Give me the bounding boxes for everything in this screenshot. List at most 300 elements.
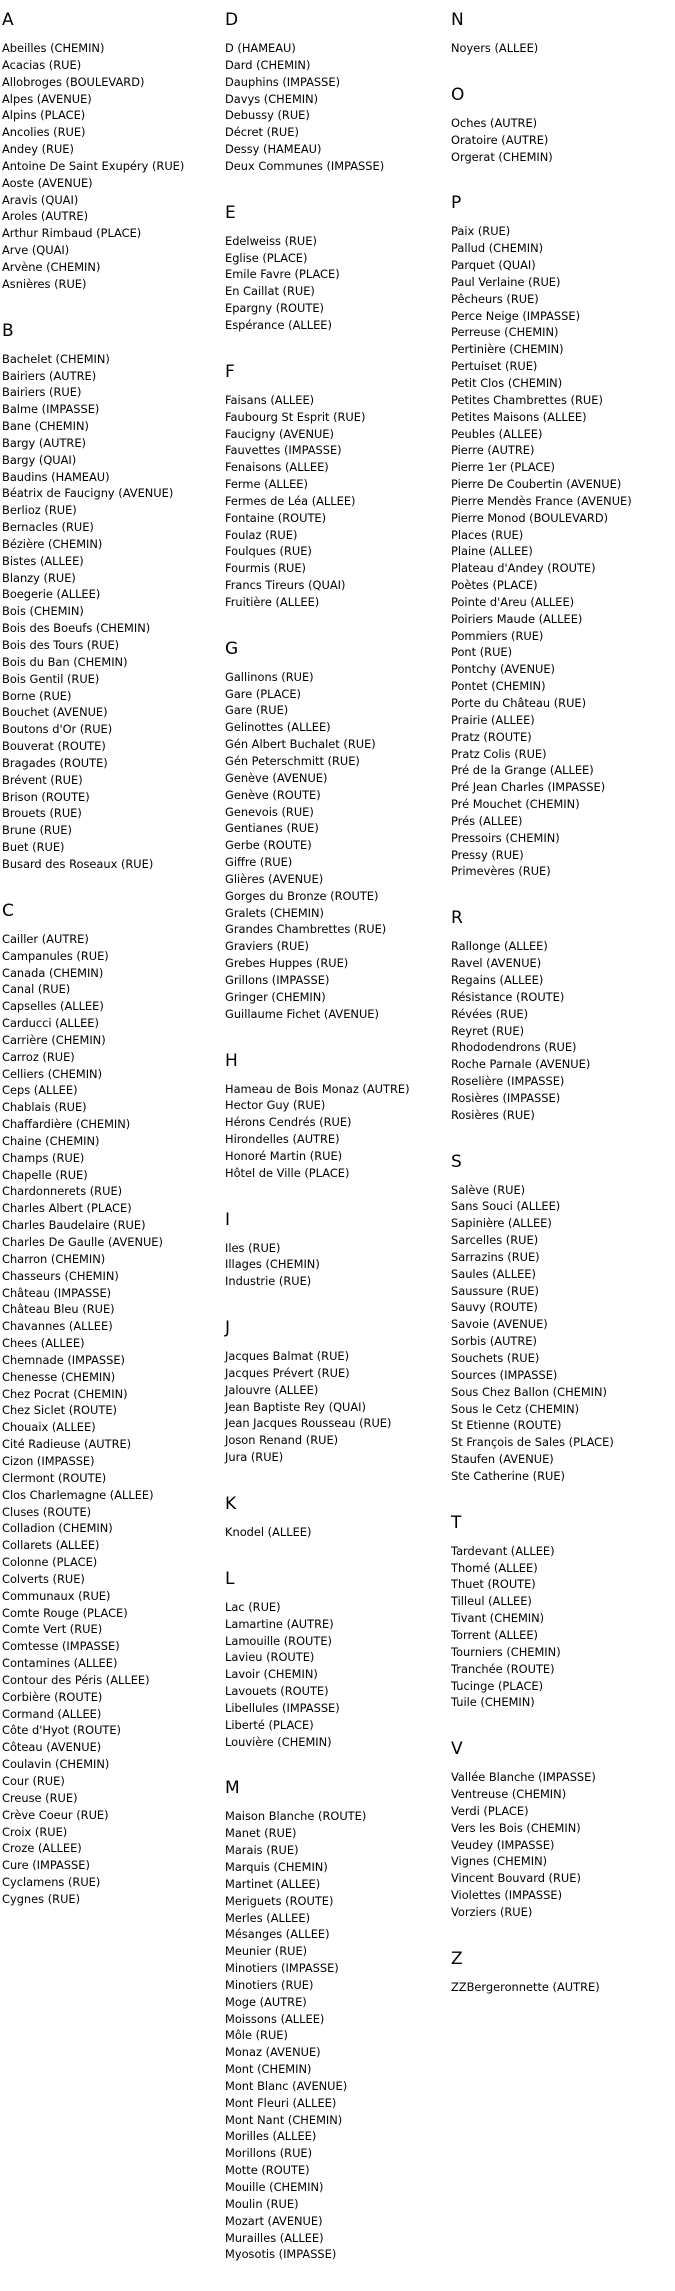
- street-name: Thomé (ALLEE): [451, 1560, 538, 1575]
- street-name: Ancolies (RUE): [2, 125, 86, 140]
- street-name: Genève (AVENUE): [225, 770, 328, 785]
- street-name: Moulin (RUE): [225, 2196, 299, 2211]
- street-name: Vallée Blanche (IMPASSE): [451, 1770, 596, 1785]
- street-name: Cluses (ROUTE): [2, 1504, 92, 1519]
- street-name: Grandes Chambrettes (RUE): [225, 922, 387, 937]
- street-name: Sous le Cetz (CHEMIN): [451, 1401, 580, 1416]
- street-name: Poètes (PLACE): [451, 578, 538, 593]
- street-name: Pont (RUE): [451, 645, 513, 660]
- street-name: Rosières (IMPASSE): [451, 1090, 561, 1105]
- street-name: Dard (CHEMIN): [225, 57, 311, 72]
- street-list: [225, 669, 440, 1023]
- street-name: Pierre (AUTRE): [451, 443, 535, 458]
- street-name: Monaz (AVENUE): [225, 2045, 321, 2060]
- street-name: Fenaisons (ALLEE): [225, 460, 329, 475]
- letter-heading: F: [225, 361, 235, 382]
- street-name: Ceps (ALLEE): [2, 1083, 78, 1098]
- street-name: Décret (RUE): [225, 125, 299, 140]
- street-name: Tuile (CHEMIN): [451, 1695, 535, 1710]
- street-name: Maison Blanche (ROUTE): [225, 1809, 367, 1824]
- street-list: [225, 1081, 440, 1182]
- street-name: Chaffardière (CHEMIN): [2, 1117, 131, 1132]
- street-name: Vignes (CHEMIN): [451, 1854, 548, 1869]
- letter-section: [225, 639, 440, 1051]
- street-list: [451, 938, 671, 1123]
- street-name: Aroles (AUTRE): [2, 209, 89, 224]
- street-name: Graviers (RUE): [225, 939, 309, 954]
- street-name: Cure (IMPASSE): [2, 1858, 90, 1873]
- street-name: Salève (RUE): [451, 1182, 526, 1197]
- street-name: Croix (RUE): [2, 1824, 68, 1839]
- street-name: Blanzy (RUE): [2, 570, 76, 585]
- street-name: Illages (CHEMIN): [225, 1257, 320, 1272]
- street-name: Minotiers (RUE): [225, 1977, 314, 1992]
- street-name: Bachelet (CHEMIN): [2, 351, 110, 366]
- street-name: Reyret (RUE): [451, 1023, 525, 1038]
- street-list: [451, 115, 671, 166]
- street-name: Grebes Huppes (RUE): [225, 956, 349, 971]
- street-name: Bois du Ban (CHEMIN): [2, 654, 128, 669]
- street-list: [225, 1524, 440, 1541]
- street-name: Bouverat (ROUTE): [2, 739, 106, 754]
- street-name: Gringer (CHEMIN): [225, 989, 326, 1004]
- street-name: Fauvettes (IMPASSE): [225, 443, 342, 458]
- street-name: Abeilles (CHEMIN): [2, 41, 105, 55]
- street-name: Clos Charlemagne (ALLEE): [2, 1487, 154, 1502]
- street-name: Hameau de Bois Monaz (AUTRE): [225, 1081, 410, 1096]
- letter-heading: B: [2, 320, 14, 341]
- street-name: Chablais (RUE): [2, 1100, 87, 1115]
- street-name: Bairiers (RUE): [2, 385, 82, 400]
- street-name: Glières (AVENUE): [225, 871, 324, 886]
- street-name: Eglise (PLACE): [225, 250, 308, 265]
- street-name: Tucinge (PLACE): [451, 1678, 544, 1693]
- street-name: Morilles (ALLEE): [225, 2129, 317, 2144]
- street-name: Boutons d'Or (RUE): [2, 722, 113, 737]
- street-name: Tivant (CHEMIN): [451, 1611, 545, 1626]
- street-name: Busard des Roseaux (RUE): [2, 856, 154, 871]
- street-name: Foulques (RUE): [225, 544, 312, 559]
- street-name: Crève Coeur (RUE): [2, 1807, 109, 1822]
- street-name: Bois des Boeufs (CHEMIN): [2, 621, 151, 636]
- letter-heading: G: [225, 638, 239, 659]
- section-spacer: [2, 293, 217, 321]
- street-name: Paix (RUE): [451, 224, 511, 239]
- street-name: Pratz (ROUTE): [451, 729, 532, 744]
- street-list: [2, 931, 217, 1908]
- street-name: Davys (CHEMIN): [225, 91, 319, 106]
- street-name: D (HAMEAU): [225, 41, 296, 55]
- street-name: Paul Verlaine (RUE): [451, 274, 561, 289]
- street-name: Bézière (CHEMIN): [2, 536, 103, 551]
- letter-heading: V: [451, 1739, 463, 1760]
- section-spacer: [225, 1290, 440, 1318]
- street-name: Boegerie (ALLEE): [2, 587, 101, 602]
- street-name: Bragades (ROUTE): [2, 755, 108, 770]
- letter-heading: K: [225, 1494, 237, 1514]
- street-name: Minotiers (IMPASSE): [225, 1961, 339, 1976]
- section-spacer: [2, 1908, 217, 1936]
- letter-heading: A: [2, 10, 14, 30]
- section-spacer: [225, 175, 440, 203]
- section-spacer: [2, 873, 217, 901]
- street-name: Colladion (CHEMIN): [2, 1521, 113, 1536]
- street-name: Jura (RUE): [225, 1450, 284, 1465]
- street-name: Giffre (RUE): [225, 855, 293, 870]
- street-index-column-3: [451, 10, 671, 2024]
- street-name: Veudey (IMPASSE): [451, 1837, 555, 1852]
- street-name: Fruitière (ALLEE): [225, 594, 320, 609]
- street-name: Industrie (RUE): [225, 1274, 312, 1289]
- street-name: Cailler (AUTRE): [2, 931, 89, 946]
- street-name: Manet (RUE): [225, 1826, 297, 1841]
- street-name: Baudins (HAMEAU): [2, 469, 110, 484]
- street-name: Alpes (AVENUE): [2, 91, 92, 106]
- street-name: Chees (ALLEE): [2, 1336, 85, 1351]
- street-name: Faucigny (AVENUE): [225, 426, 334, 441]
- street-name: Chenesse (CHEMIN): [2, 1369, 116, 1384]
- letter-section: [451, 1513, 671, 1739]
- letter-section: [451, 193, 671, 908]
- letter-section: [225, 10, 440, 203]
- street-name: Canal (RUE): [2, 982, 71, 997]
- letter-heading: D: [225, 10, 239, 30]
- street-name: Ste Catherine (RUE): [451, 1468, 565, 1483]
- street-list: [451, 1769, 671, 1921]
- letter-section: [225, 1318, 440, 1494]
- street-name: Cour (RUE): [2, 1774, 65, 1788]
- section-spacer: [451, 1124, 671, 1152]
- street-name: Môle (RUE): [225, 2028, 288, 2043]
- street-name: Dauphins (IMPASSE): [225, 74, 341, 89]
- street-name: Pontet (CHEMIN): [451, 679, 546, 694]
- street-name: Côteau (AVENUE): [2, 1740, 102, 1755]
- street-list: [225, 1348, 440, 1466]
- street-name: Meriguets (ROUTE): [225, 1893, 334, 1908]
- street-index-column-2: [225, 10, 440, 2291]
- street-name: Brévent (RUE): [2, 772, 83, 787]
- street-name: Arvène (CHEMIN): [2, 259, 101, 274]
- street-name: Hector Guy (RUE): [225, 1098, 326, 1113]
- street-name: Croze (ALLEE): [2, 1841, 82, 1856]
- letter-section: [2, 10, 217, 321]
- street-name: Celliers (CHEMIN): [2, 1066, 103, 1081]
- street-name: Knodel (ALLEE): [225, 1525, 312, 1539]
- street-name: Plaine (ALLEE): [451, 544, 533, 559]
- street-name: Liberté (PLACE): [225, 1717, 314, 1732]
- street-name: Edelweiss (RUE): [225, 233, 317, 248]
- letter-heading: C: [2, 900, 14, 921]
- street-list: [451, 1979, 671, 1996]
- street-name: Pertuiset (RUE): [451, 359, 538, 374]
- street-name: Sarcelles (RUE): [451, 1233, 539, 1248]
- letter-section: [2, 901, 217, 1936]
- letter-heading: I: [225, 1209, 231, 1230]
- street-name: Lavouets (ROUTE): [225, 1684, 329, 1699]
- street-name: Perce Neige (IMPASSE): [451, 308, 581, 323]
- street-name: Saussure (RUE): [451, 1283, 539, 1298]
- section-spacer: [225, 2263, 440, 2291]
- street-name: Genève (ROUTE): [225, 787, 321, 802]
- street-name: Pierre Monod (BOULEVARD): [451, 510, 609, 525]
- street-list: [225, 1599, 440, 1751]
- letter-heading: M: [225, 1778, 240, 1799]
- letter-section: [225, 1210, 440, 1319]
- street-name: Dessy (HAMEAU): [225, 142, 322, 157]
- street-name: Roselière (IMPASSE): [451, 1074, 565, 1089]
- street-name: Bistes (ALLEE): [2, 553, 84, 568]
- street-name: Chemnade (IMPASSE): [2, 1352, 125, 1367]
- street-name: Clermont (ROUTE): [2, 1470, 107, 1485]
- street-name: Buet (RUE): [2, 840, 65, 855]
- street-name: Marquis (CHEMIN): [225, 1859, 328, 1874]
- street-name: Porte du Château (RUE): [451, 696, 587, 710]
- letter-section: [225, 1569, 440, 1779]
- street-name: Mont (CHEMIN): [225, 2062, 312, 2077]
- street-name: Mont Blanc (AVENUE): [225, 2078, 348, 2093]
- street-name: Mont Fleuri (ALLEE): [225, 2095, 337, 2110]
- street-name: Gralets (CHEMIN): [225, 905, 324, 920]
- street-name: Marais (RUE): [225, 1843, 299, 1858]
- street-name: Noyers (ALLEE): [451, 41, 539, 55]
- street-name: Rallonge (ALLEE): [451, 939, 548, 954]
- street-name: Capselles (ALLEE): [2, 999, 104, 1014]
- street-name: ZZBergeronnette (AUTRE): [451, 1979, 600, 1994]
- street-name: Pré de la Grange (ALLEE): [451, 763, 594, 778]
- street-name: Tilleul (ALLEE): [451, 1594, 532, 1609]
- letter-section: [451, 1739, 671, 1949]
- letter-heading: P: [451, 193, 462, 214]
- street-name: Fermes de Léa (ALLEE): [225, 493, 356, 508]
- street-name: Gén Peterschmitt (RUE): [225, 754, 360, 768]
- street-name: Allobroges (BOULEVARD): [2, 74, 145, 89]
- street-name: Epargny (ROUTE): [225, 301, 324, 316]
- street-name: Chez Pocrat (CHEMIN): [2, 1386, 128, 1401]
- street-name: Brouets (RUE): [2, 806, 82, 821]
- street-name: Berlioz (RUE): [2, 503, 77, 518]
- street-name: Chapelle (RUE): [2, 1167, 88, 1182]
- street-name: Oches (AUTRE): [451, 115, 538, 130]
- street-name: Charles Albert (PLACE): [2, 1201, 132, 1216]
- street-name: Lavoir (CHEMIN): [225, 1667, 318, 1682]
- street-name: Sapinière (ALLEE): [451, 1216, 552, 1231]
- street-name: Louvière (CHEMIN): [225, 1734, 332, 1749]
- street-name: Vincent Bouvard (RUE): [451, 1871, 581, 1886]
- street-name: Myosotis (IMPASSE): [225, 2247, 337, 2262]
- street-name: Vorziers (RUE): [451, 1904, 533, 1919]
- street-name: Colverts (RUE): [2, 1571, 85, 1586]
- street-name: Guillaume Fichet (AVENUE): [225, 1006, 379, 1021]
- street-name: Places (RUE): [451, 527, 524, 542]
- street-list: [451, 40, 671, 57]
- letter-heading: T: [451, 1512, 462, 1533]
- street-name: Gerbe (ROUTE): [225, 838, 312, 853]
- street-name: Roche Parnale (AVENUE): [451, 1057, 591, 1072]
- street-name: Torrent (ALLEE): [451, 1627, 538, 1642]
- street-name: Béatrix de Faucigny (AVENUE): [2, 486, 174, 501]
- street-name: Brune (RUE): [2, 823, 72, 838]
- street-name: Pertinière (CHEMIN): [451, 342, 564, 357]
- section-spacer: [225, 1466, 440, 1494]
- street-name: Arve (QUAI): [2, 243, 70, 258]
- street-name: Poiriers Maude (ALLEE): [451, 611, 583, 626]
- street-name: Comte Rouge (PLACE): [2, 1605, 128, 1620]
- street-name: Contour des Péris (ALLEE): [2, 1672, 150, 1687]
- street-name: Savoie (AVENUE): [451, 1317, 548, 1332]
- street-name: Mont Nant (CHEMIN): [225, 2112, 343, 2127]
- street-name: Motte (ROUTE): [225, 2163, 310, 2178]
- section-spacer: [225, 1182, 440, 1210]
- street-name: Tranchée (ROUTE): [451, 1661, 555, 1676]
- letter-section: [225, 362, 440, 639]
- street-name: Oratoire (AUTRE): [451, 132, 549, 147]
- letter-section: [451, 908, 671, 1151]
- street-name: Fontaine (ROUTE): [225, 510, 327, 525]
- letter-section: [2, 321, 217, 901]
- street-name: Acacias (RUE): [2, 57, 82, 72]
- street-name: Thuet (ROUTE): [451, 1577, 536, 1592]
- street-name: Plateau d'Andey (ROUTE): [451, 561, 596, 576]
- street-name: Tardevant (ALLEE): [451, 1543, 555, 1558]
- section-spacer: [451, 165, 671, 193]
- letter-section: [451, 1949, 671, 2024]
- letter-section: [225, 203, 440, 362]
- street-name: Campanules (RUE): [2, 948, 109, 963]
- street-name: Honoré Martin (RUE): [225, 1148, 343, 1163]
- street-name: Communaux (RUE): [2, 1588, 111, 1603]
- section-spacer: [225, 334, 440, 362]
- street-name: Sources (IMPASSE): [451, 1367, 558, 1382]
- street-name: Arthur Rimbaud (PLACE): [2, 226, 142, 241]
- street-name: Pontchy (AVENUE): [451, 662, 555, 677]
- street-name: Ferme (ALLEE): [225, 477, 308, 492]
- street-name: Peubles (ALLEE): [451, 426, 543, 441]
- section-spacer: [225, 611, 440, 639]
- letter-section: [225, 1494, 440, 1569]
- street-name: Brison (ROUTE): [2, 789, 90, 804]
- letter-section: [225, 1051, 440, 1210]
- street-name: Mozart (AVENUE): [225, 2213, 323, 2228]
- street-name: Gén Albert Buchalet (RUE): [225, 737, 376, 752]
- street-name: Balme (IMPASSE): [2, 402, 100, 417]
- section-spacer: [451, 1996, 671, 2024]
- street-name: Fourmis (RUE): [225, 561, 306, 576]
- letter-heading: L: [225, 1568, 235, 1589]
- street-name: Foulaz (RUE): [225, 527, 298, 542]
- street-name: Vers les Bois (CHEMIN): [451, 1820, 581, 1835]
- street-name: Bouchet (AVENUE): [2, 705, 108, 720]
- street-name: St François de Sales (PLACE): [451, 1435, 614, 1450]
- street-name: Chaine (CHEMIN): [2, 1133, 100, 1148]
- street-name: Pallud (CHEMIN): [451, 241, 544, 256]
- street-name: Canada (CHEMIN): [2, 965, 104, 980]
- street-name: Pointe d'Areu (ALLEE): [451, 594, 575, 609]
- street-list: [225, 40, 440, 175]
- section-spacer: [451, 1711, 671, 1739]
- street-name: Contamines (ALLEE): [2, 1656, 118, 1671]
- street-name: Pierre 1er (PLACE): [451, 460, 556, 475]
- street-name: Cité Radieuse (AUTRE): [2, 1437, 132, 1452]
- street-name: Jalouvre (ALLEE): [225, 1382, 319, 1397]
- street-name: Meunier (RUE): [225, 1944, 308, 1959]
- street-name: Libellules (IMPASSE): [225, 1700, 340, 1715]
- section-spacer: [451, 1921, 671, 1949]
- street-name: Prés (ALLEE): [451, 813, 523, 828]
- street-name: Charron (CHEMIN): [2, 1251, 106, 1266]
- street-name: Sorbis (AUTRE): [451, 1334, 537, 1349]
- street-name: Asnières (RUE): [2, 276, 87, 291]
- street-name: Petites Chambrettes (RUE): [451, 392, 603, 407]
- street-list: [2, 351, 217, 873]
- street-name: Carrière (CHEMIN): [2, 1032, 106, 1047]
- street-name: Moissons (ALLEE): [225, 2011, 325, 2026]
- street-name: Pressoirs (CHEMIN): [451, 830, 560, 845]
- street-name: Rosières (RUE): [451, 1107, 535, 1122]
- street-name: Genevois (RUE): [225, 804, 314, 819]
- street-name: Joson Renand (RUE): [225, 1433, 339, 1448]
- street-name: Gallinons (RUE): [225, 669, 314, 684]
- street-name: Coulavin (CHEMIN): [2, 1757, 110, 1772]
- letter-heading: S: [451, 1151, 462, 1172]
- section-spacer: [225, 1750, 440, 1778]
- street-name: Rhododendrons (RUE): [451, 1040, 577, 1055]
- street-name: Bargy (AUTRE): [2, 435, 86, 450]
- street-name: Gorges du Bronze (ROUTE): [225, 888, 379, 903]
- street-name: Violettes (IMPASSE): [451, 1888, 563, 1903]
- street-name: Gentianes (RUE): [225, 821, 319, 836]
- street-name: Charles De Gaulle (AVENUE): [2, 1235, 163, 1249]
- street-name: Perreuse (CHEMIN): [451, 325, 559, 340]
- street-name: Moge (AUTRE): [225, 1994, 307, 2009]
- street-name: Martinet (ALLEE): [225, 1876, 321, 1891]
- street-name: Résistance (ROUTE): [451, 989, 565, 1004]
- street-name: Bois Gentil (RUE): [2, 671, 100, 686]
- street-name: Révées (RUE): [451, 1006, 529, 1021]
- street-name: Hérons Cendrés (RUE): [225, 1115, 352, 1130]
- street-name: Cizon (IMPASSE): [2, 1453, 95, 1468]
- street-name: Hirondelles (AUTRE): [225, 1132, 340, 1147]
- street-name: Merles (ALLEE): [225, 1910, 311, 1925]
- street-name: Gare (PLACE): [225, 686, 301, 701]
- street-name: Bane (CHEMIN): [2, 419, 89, 434]
- section-spacer: [225, 1541, 440, 1569]
- street-name: Faisans (ALLEE): [225, 392, 315, 407]
- street-name: Deux Communes (IMPASSE): [225, 158, 385, 173]
- letter-heading: E: [225, 202, 236, 223]
- street-name: Cyclamens (RUE): [2, 1875, 101, 1890]
- street-name: St Etienne (ROUTE): [451, 1418, 562, 1433]
- street-name: Petites Maisons (ALLEE): [451, 409, 587, 424]
- street-name: Corbière (ROUTE): [2, 1689, 103, 1704]
- letter-heading: N: [451, 10, 464, 30]
- street-name: Murailles (ALLEE): [225, 2230, 324, 2245]
- street-name: Staufen (AVENUE): [451, 1452, 554, 1467]
- street-name: Pratz Colis (RUE): [451, 746, 547, 761]
- street-name: Saules (ALLEE): [451, 1266, 536, 1281]
- street-name: Bargy (QUAI): [2, 452, 77, 467]
- street-name: Lac (RUE): [225, 1599, 281, 1614]
- street-name: Orgerat (CHEMIN): [451, 149, 553, 164]
- street-name: Antoine De Saint Exupéry (RUE): [2, 158, 185, 173]
- street-name: Château (IMPASSE): [2, 1285, 112, 1300]
- street-name: Lamartine (AUTRE): [225, 1616, 334, 1631]
- street-name: Pierre De Coubertin (AVENUE): [451, 477, 622, 492]
- street-name: Cygnes (RUE): [2, 1891, 81, 1906]
- street-name: Verdi (PLACE): [451, 1803, 529, 1818]
- street-name: Bairiers (AUTRE): [2, 368, 97, 383]
- street-name: Hôtel de Ville (PLACE): [225, 1165, 350, 1180]
- street-name: Chez Siclet (ROUTE): [2, 1403, 117, 1418]
